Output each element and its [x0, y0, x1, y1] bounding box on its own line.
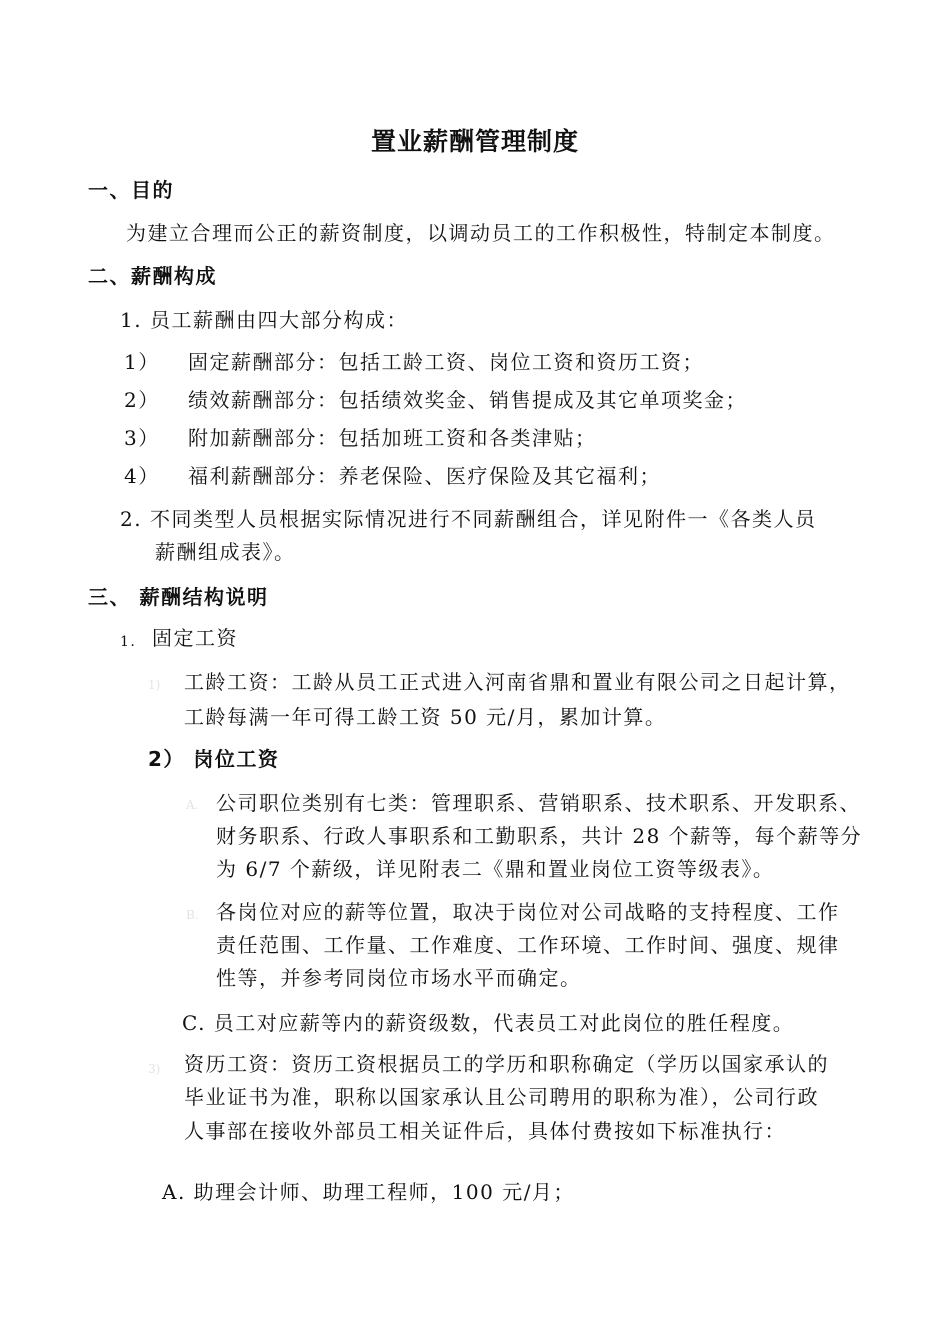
faint-marker: 3) [148, 1062, 161, 1076]
fixed-salary-number: 1. [120, 634, 137, 650]
subitem-number: 2） [124, 388, 160, 412]
post-salary-b-line2: 责任范围、工作量、工作难度、工作环境、工作时间、强度、规律 [216, 933, 840, 957]
post-salary-a-line1: 公司职位类别有七类：管理职系、营销职系、技术职系、开发职系、 [216, 791, 861, 815]
subitem-number: 1） [124, 350, 160, 374]
seniority-pay-line1: 工龄工资：工龄从员工正式进入河南省鼎和置业有限公司之日起计算， [184, 670, 851, 694]
qualification-pay-line3: 人事部在接收外部员工相关证件后，具体付费按如下标准执行： [184, 1119, 786, 1143]
faint-marker: B. [186, 908, 199, 922]
post-salary-b-line1: 各岗位对应的薪等位置，取决于岗位对公司战略的支持程度、工作 [216, 900, 840, 924]
subitem-text: 附加薪酬部分：包括加班工资和各类津贴； [188, 426, 597, 450]
section-heading-structure: 三、 薪酬结构说明 [88, 585, 269, 609]
subitem-number: 4） [124, 464, 160, 488]
subitem-text: 绩效薪酬部分：包括绩效奖金、销售提成及其它单项奖金； [188, 388, 747, 412]
fixed-salary-label: 固定工资 [152, 626, 238, 650]
qualification-pay-line2: 毕业证书为准，职称以国家承认且公司聘用的职称为准），公司行政 [184, 1085, 819, 1109]
purpose-paragraph: 为建立合理而公正的薪资制度，以调动员工的工作积极性，特制定本制度。 [126, 221, 836, 245]
post-salary-label: 2） 岗位工资 [148, 747, 280, 771]
subitem-text: 固定薪酬部分：包括工龄工资、岗位工资和资历工资； [188, 350, 704, 374]
document-title: 置业薪酬管理制度 [370, 127, 579, 156]
seniority-pay-line2: 工龄每满一年可得工龄工资 50 元/月，累加计算。 [184, 705, 667, 729]
composition-item-2-line1: 2. 不同类型人员根据实际情况进行不同薪酬组合，详见附件一《各类人员 [120, 507, 817, 531]
post-salary-b-line3: 性等，并参考同岗位市场水平而确定。 [216, 966, 582, 990]
post-salary-c: C. 员工对应薪等内的薪资级数，代表员工对此岗位的胜任程度。 [182, 1011, 795, 1035]
composition-item-2-line2: 薪酬组成表》。 [155, 540, 296, 564]
post-salary-a-line3: 为 6/7 个薪级，详见附表二《鼎和置业岗位工资等级表》。 [216, 857, 775, 881]
section-heading-purpose: 一、目的 [88, 178, 174, 202]
qualification-pay-line1: 资历工资：资历工资根据员工的学历和职称确定（学历以国家承认的 [184, 1052, 829, 1076]
faint-marker: A. [186, 798, 199, 812]
qualification-pay-a: A. 助理会计师、助理工程师，100 元/月； [162, 1180, 575, 1204]
section-heading-composition: 二、薪酬构成 [88, 264, 217, 288]
composition-item-1: 1. 员工薪酬由四大部分构成： [120, 308, 408, 332]
subitem-number: 3） [124, 426, 160, 450]
post-salary-a-line2: 财务职系、行政人事职系和工勤职系，共计 28 个薪等，每个薪等分 [216, 824, 863, 848]
subitem-text: 福利薪酬部分：养老保险、医疗保险及其它福利； [188, 464, 661, 488]
faint-marker: 1) [148, 678, 161, 692]
